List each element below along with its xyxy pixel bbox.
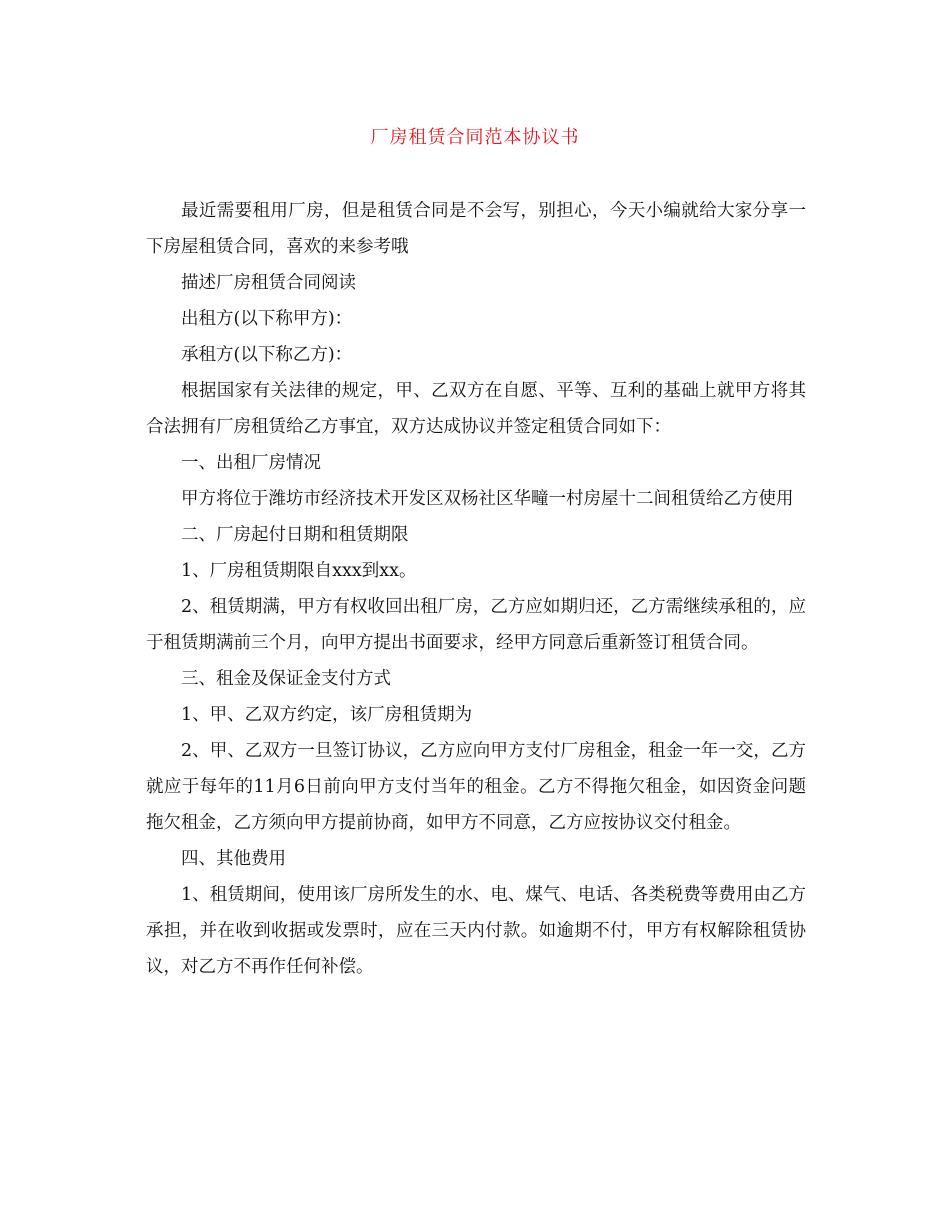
document-body — [146, 193, 806, 985]
section-2-item-2: 2、租赁期满，甲方有权收回出租厂房，乙方应如期归还，乙方需继续承租的，应于租赁期满前三个月，向甲方提出书面要求，经甲方同意后重新签订租赁合同。 — [146, 597, 806, 653]
section-heading-3: 三、租金及保证金支付方式 — [181, 669, 391, 689]
section-2-item-1: 1、厂房租赁期限自xxx到xx。 — [181, 561, 417, 581]
section-1-paragraph: 甲方将位于潍坊市经济技术开发区双杨社区华疃一村房屋十二间租赁给乙方使用 — [181, 489, 794, 509]
section-heading-2: 二、厂房起付日期和租赁期限 — [181, 525, 409, 545]
document-title: 厂房租赁合同范本协议书 — [370, 127, 580, 148]
section-4-item-1: 1、租赁期间，使用该厂房所发生的水、电、煤气、电话、各类税费等费用由乙方承担，并在收到收据或发票时，应在三天内付款。如逾期不付，甲方有权解除租赁协议，对乙方不再作任何补偿。 — [146, 885, 806, 977]
description-line: 描述厂房租赁合同阅读 — [181, 273, 356, 293]
intro-paragraph: 最近需要租用厂房，但是租赁合同是不会写，别担心，今天小编就给大家分享一下房屋租赁合同，喜欢的来参考哦 — [146, 201, 806, 257]
section-3-item-1: 1、甲、乙双方约定，该厂房租赁期为 — [181, 705, 473, 725]
lessor-line: 出租方(以下称甲方)： — [181, 309, 353, 329]
section-heading-4: 四、其他费用 — [181, 849, 286, 869]
section-heading-1: 一、出租厂房情况 — [181, 453, 321, 473]
section-3-item-2: 2、甲、乙双方一旦签订协议，乙方应向甲方支付厂房租金，租金一年一交，乙方就应于每年的11月6日前向甲方支付当年的租金。乙方不得拖欠租金，如因资金问题拖欠租金，乙方须向甲方提前协商，如甲方不同意，乙方应按协议交付租金。 — [146, 741, 806, 833]
lessee-line: 承租方(以下称乙方)： — [181, 345, 353, 365]
preamble-paragraph: 根据国家有关法律的规定，甲、乙双方在自愿、平等、互利的基础上就甲方将其合法拥有厂房租赁给乙方事宜，双方达成协议并签定租赁合同如下： — [146, 381, 806, 437]
